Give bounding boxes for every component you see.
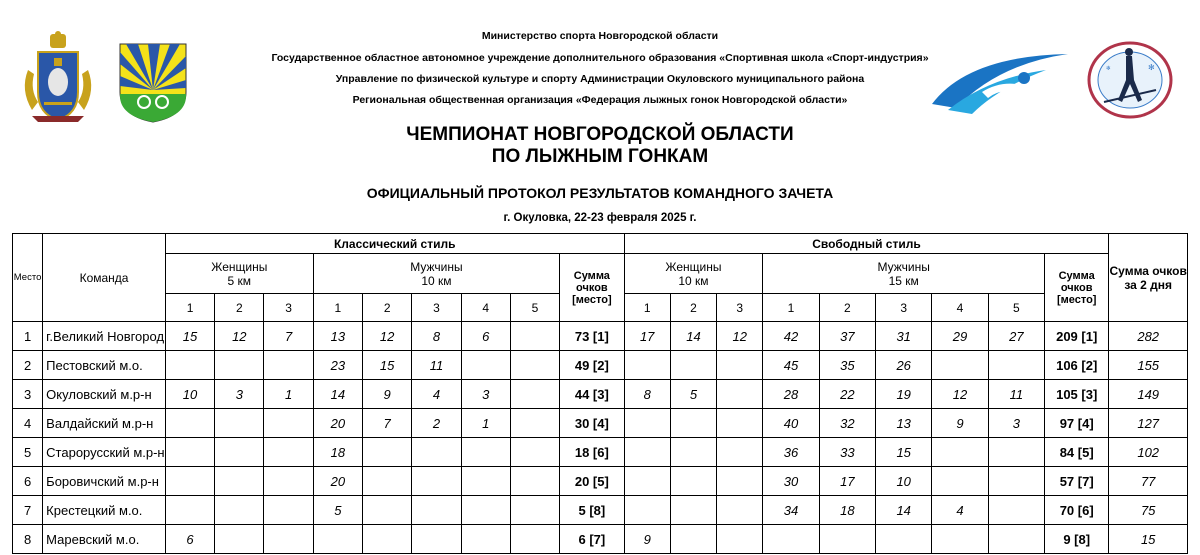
- cell-free-men-5: [988, 467, 1044, 496]
- cell-classic-sum: 49 [2]: [560, 351, 624, 380]
- cell-classic-men-3: [412, 467, 461, 496]
- cell-free-men-5: [988, 438, 1044, 467]
- cell-free-sum: 9 [8]: [1045, 525, 1109, 554]
- cell-free-sum: 106 [2]: [1045, 351, 1109, 380]
- cell-classic-men-5: [510, 496, 559, 525]
- cell-free-men-1: 28: [763, 380, 819, 409]
- cell-classic-men-1: 20: [313, 467, 362, 496]
- org-line-ministry: Министерство спорта Новгородской области: [481, 30, 719, 42]
- cell-free-men-3: 19: [876, 380, 932, 409]
- cell-free-women-3: 12: [717, 322, 763, 351]
- cell-free-women-3: [717, 525, 763, 554]
- cell-free-women-1: [624, 467, 670, 496]
- cell-total: 77: [1109, 467, 1188, 496]
- women-free-distance: 10 км: [678, 273, 709, 288]
- cell-free-men-1: 30: [763, 467, 819, 496]
- sub-header-cw-2: 2: [215, 294, 264, 322]
- cell-classic-women-1: [165, 351, 214, 380]
- cell-classic-sum: 20 [5]: [560, 467, 624, 496]
- table-row: [13, 467, 1188, 496]
- women-classic-label: Женщины: [211, 259, 268, 274]
- cell-total: 149: [1109, 380, 1188, 409]
- total-header-line1: Сумма очков: [1109, 263, 1187, 278]
- men-classic-distance: 10 км: [421, 273, 452, 288]
- cell-free-men-5: [988, 496, 1044, 525]
- cell-classic-men-3: [412, 438, 461, 467]
- cell-classic-women-1: [165, 496, 214, 525]
- table-row: [13, 380, 1188, 409]
- cell-classic-men-3: 4: [412, 380, 461, 409]
- cell-classic-women-2: [215, 438, 264, 467]
- cell-free-men-1: 36: [763, 438, 819, 467]
- cell-classic-men-4: 6: [461, 322, 510, 351]
- women-free-label: Женщины: [665, 259, 722, 274]
- cell-classic-men-2: [363, 438, 412, 467]
- cell-free-men-4: [932, 438, 988, 467]
- cell-total: 282: [1109, 322, 1188, 351]
- cell-classic-women-3: [264, 409, 313, 438]
- cell-classic-men-2: 15: [363, 351, 412, 380]
- cell-classic-women-1: [165, 409, 214, 438]
- cell-classic-women-2: [215, 496, 264, 525]
- cell-classic-men-4: [461, 496, 510, 525]
- results-table: [12, 233, 1188, 554]
- women-free-header: [624, 254, 763, 294]
- cell-free-sum: 84 [5]: [1045, 438, 1109, 467]
- cell-free-men-3: 13: [876, 409, 932, 438]
- sub-header-cw-3: 3: [264, 294, 313, 322]
- free-sum-line1: Сумма: [1058, 269, 1095, 282]
- cell-classic-women-1: 10: [165, 380, 214, 409]
- cell-classic-women-3: [264, 351, 313, 380]
- cell-free-men-5: [988, 525, 1044, 554]
- cell-free-women-1: [624, 496, 670, 525]
- cell-classic-men-5: [510, 351, 559, 380]
- cell-free-women-2: [670, 467, 716, 496]
- row-place: 7: [13, 496, 43, 525]
- sub-header-fm-4: 4: [932, 294, 988, 322]
- table-row: [13, 438, 1188, 467]
- cell-free-women-1: [624, 409, 670, 438]
- cell-classic-sum: 5 [8]: [560, 496, 624, 525]
- col-place-header: Место: [13, 234, 43, 322]
- men-free-distance: 15 км: [888, 273, 919, 288]
- cell-free-men-1: 42: [763, 322, 819, 351]
- men-free-label: Мужчины: [877, 259, 930, 274]
- table-row: [13, 409, 1188, 438]
- total-two-days-header: [1109, 234, 1188, 322]
- cell-total: 155: [1109, 351, 1188, 380]
- table-row: [13, 525, 1188, 554]
- cell-free-men-5: 3: [988, 409, 1044, 438]
- cell-free-women-2: [670, 496, 716, 525]
- cell-free-men-5: 11: [988, 380, 1044, 409]
- novgorod-coat-of-arms-icon: [14, 30, 102, 126]
- total-header-line2: за 2 дня: [1124, 277, 1173, 292]
- cell-total: 127: [1109, 409, 1188, 438]
- cell-classic-men-1: 18: [313, 438, 362, 467]
- cell-classic-sum: 44 [3]: [560, 380, 624, 409]
- cell-classic-women-3: 1: [264, 380, 313, 409]
- table-row: [13, 322, 1188, 351]
- cell-classic-men-4: 3: [461, 380, 510, 409]
- cell-classic-women-1: [165, 438, 214, 467]
- cell-classic-men-4: [461, 467, 510, 496]
- cell-classic-men-5: [510, 525, 559, 554]
- cell-free-men-1: [763, 525, 819, 554]
- cell-classic-men-3: 2: [412, 409, 461, 438]
- cell-classic-women-1: [165, 467, 214, 496]
- sub-header-fm-2: 2: [819, 294, 875, 322]
- men-classic-header: [313, 254, 559, 294]
- free-sum-header: [1045, 254, 1109, 322]
- cell-free-women-2: [670, 438, 716, 467]
- cell-classic-men-5: [510, 467, 559, 496]
- svg-text:✻: ✻: [1148, 63, 1155, 72]
- cell-free-men-5: 27: [988, 322, 1044, 351]
- cell-free-women-3: [717, 409, 763, 438]
- cell-free-men-3: 14: [876, 496, 932, 525]
- org-line-school: Государственное областное автономное учреждение дополнительного образования «Спортивная школа «Спорт-индустрия»: [271, 52, 929, 64]
- cell-free-women-2: [670, 525, 716, 554]
- protocol-title: ОФИЦИАЛЬНЫЙ ПРОТОКОЛ РЕЗУЛЬТАТОВ КОМАНДНОГО ЗАЧЕТА: [366, 185, 834, 201]
- cell-free-women-2: [670, 409, 716, 438]
- cell-classic-men-2: [363, 467, 412, 496]
- sub-header-cm-4: 4: [461, 294, 510, 322]
- row-place: 3: [13, 380, 43, 409]
- cell-free-women-2: 5: [670, 380, 716, 409]
- title-line-1: ЧЕМПИОНАТ НОВГОРОДСКОЙ ОБЛАСТИ: [406, 124, 794, 145]
- cell-free-men-3: 15: [876, 438, 932, 467]
- row-team: Окуловский м.р-н: [43, 380, 166, 409]
- cell-free-men-1: 34: [763, 496, 819, 525]
- cell-total: 102: [1109, 438, 1188, 467]
- cell-free-sum: 70 [6]: [1045, 496, 1109, 525]
- sub-header-fm-3: 3: [876, 294, 932, 322]
- cell-classic-men-3: [412, 496, 461, 525]
- cell-classic-women-2: 12: [215, 322, 264, 351]
- cell-free-women-1: 17: [624, 322, 670, 351]
- cell-free-men-3: 10: [876, 467, 932, 496]
- sub-header-fw-1: 1: [624, 294, 670, 322]
- cell-classic-men-4: 1: [461, 409, 510, 438]
- cell-free-men-2: 22: [819, 380, 875, 409]
- okulovka-coat-of-arms-icon: [118, 42, 188, 124]
- cell-classic-men-1: 5: [313, 496, 362, 525]
- row-place: 6: [13, 467, 43, 496]
- classic-sum-line3: [место]: [572, 293, 612, 306]
- cell-free-women-3: [717, 351, 763, 380]
- cell-classic-men-3: 8: [412, 322, 461, 351]
- cell-classic-men-1: 23: [313, 351, 362, 380]
- cell-free-sum: 209 [1]: [1045, 322, 1109, 351]
- cell-classic-men-2: 12: [363, 322, 412, 351]
- cell-free-men-4: [932, 525, 988, 554]
- cell-classic-women-3: [264, 525, 313, 554]
- cell-free-women-2: [670, 351, 716, 380]
- cell-free-men-4: [932, 351, 988, 380]
- sub-header-cm-1: 1: [313, 294, 362, 322]
- sub-header-fw-2: 2: [670, 294, 716, 322]
- row-team: Валдайский м.р-н: [43, 409, 166, 438]
- cell-classic-sum: 6 [7]: [560, 525, 624, 554]
- cell-free-men-2: 33: [819, 438, 875, 467]
- cell-classic-sum: 18 [6]: [560, 438, 624, 467]
- cell-free-women-1: [624, 351, 670, 380]
- title-line-2: ПО ЛЫЖНЫМ ГОНКАМ: [491, 146, 709, 167]
- cell-free-sum: 105 [3]: [1045, 380, 1109, 409]
- classic-sum-header: [560, 254, 624, 322]
- sub-header-cm-5: 5: [510, 294, 559, 322]
- cell-classic-women-3: 7: [264, 322, 313, 351]
- cell-free-men-4: 29: [932, 322, 988, 351]
- cell-free-men-4: [932, 467, 988, 496]
- cell-classic-women-2: [215, 525, 264, 554]
- cell-classic-women-3: [264, 467, 313, 496]
- sub-header-cm-2: 2: [363, 294, 412, 322]
- cell-classic-men-3: 11: [412, 351, 461, 380]
- cell-classic-men-2: 7: [363, 409, 412, 438]
- cell-classic-men-4: [461, 525, 510, 554]
- free-sum-line3: [место]: [1056, 293, 1097, 306]
- men-classic-label: Мужчины: [410, 259, 463, 274]
- cell-free-men-2: 18: [819, 496, 875, 525]
- row-place: 4: [13, 409, 43, 438]
- cell-classic-women-3: [264, 496, 313, 525]
- cell-free-men-3: [876, 525, 932, 554]
- cell-free-men-3: 31: [876, 322, 932, 351]
- classic-sum-line2: очков: [576, 281, 608, 294]
- sub-header-cw-1: 1: [165, 294, 214, 322]
- cell-classic-women-2: [215, 409, 264, 438]
- free-sum-line2: очков: [1060, 281, 1093, 294]
- cell-classic-sum: 73 [1]: [560, 322, 624, 351]
- cell-free-sum: 57 [7]: [1045, 467, 1109, 496]
- cell-free-women-1: [624, 438, 670, 467]
- cell-classic-men-5: [510, 438, 559, 467]
- cell-classic-women-1: 15: [165, 322, 214, 351]
- cell-total: 75: [1109, 496, 1188, 525]
- cell-free-women-3: [717, 467, 763, 496]
- org-line-federation: Региональная общественная организация «Федерация лыжных гонок Новгородской области»: [352, 94, 848, 106]
- women-classic-header: [165, 254, 313, 294]
- men-free-header: [763, 254, 1045, 294]
- cell-classic-sum: 30 [4]: [560, 409, 624, 438]
- row-team: Пестовский м.о.: [43, 351, 166, 380]
- cell-classic-women-1: 6: [165, 525, 214, 554]
- cell-free-men-4: 9: [932, 409, 988, 438]
- cell-classic-men-1: 13: [313, 322, 362, 351]
- cell-classic-men-4: [461, 351, 510, 380]
- cell-classic-men-2: [363, 496, 412, 525]
- page-title: [300, 124, 900, 168]
- row-place: 5: [13, 438, 43, 467]
- col-team-header: Команда: [43, 234, 166, 322]
- cell-classic-men-1: 20: [313, 409, 362, 438]
- cell-free-men-3: 26: [876, 351, 932, 380]
- row-team: Старорусский м.р-н: [43, 438, 166, 467]
- place-date: г. Окуловка, 22-23 февраля 2025 г.: [503, 212, 697, 224]
- cell-classic-men-2: 9: [363, 380, 412, 409]
- sub-header-fm-5: 5: [988, 294, 1044, 322]
- women-classic-distance: 5 км: [227, 273, 252, 288]
- free-style-header: Свободный стиль: [624, 234, 1109, 254]
- cell-free-men-2: 17: [819, 467, 875, 496]
- svg-text:❄: ❄: [1106, 65, 1112, 72]
- row-team: Маревский м.о.: [43, 525, 166, 554]
- row-team: Боровичский м.р-н: [43, 467, 166, 496]
- cell-free-men-4: 12: [932, 380, 988, 409]
- cell-classic-men-1: 14: [313, 380, 362, 409]
- cell-free-men-1: 45: [763, 351, 819, 380]
- cell-free-women-1: 8: [624, 380, 670, 409]
- row-team: г.Великий Новгород: [43, 322, 166, 351]
- cell-classic-men-5: [510, 322, 559, 351]
- cell-classic-women-2: [215, 467, 264, 496]
- cell-classic-men-1: [313, 525, 362, 554]
- cell-classic-men-5: [510, 380, 559, 409]
- cell-classic-men-4: [461, 438, 510, 467]
- cell-classic-men-3: [412, 525, 461, 554]
- row-place: 8: [13, 525, 43, 554]
- cell-free-women-3: [717, 496, 763, 525]
- cell-classic-women-3: [264, 438, 313, 467]
- cell-free-men-2: 32: [819, 409, 875, 438]
- sport-industry-logo-icon: [928, 48, 1073, 118]
- cell-free-sum: 97 [4]: [1045, 409, 1109, 438]
- row-place: 2: [13, 351, 43, 380]
- cell-free-women-1: 9: [624, 525, 670, 554]
- table-row: [13, 351, 1188, 380]
- sub-header-cm-3: 3: [412, 294, 461, 322]
- cell-free-men-2: 37: [819, 322, 875, 351]
- cell-free-men-1: 40: [763, 409, 819, 438]
- cell-classic-women-2: 3: [215, 380, 264, 409]
- cell-classic-men-2: [363, 525, 412, 554]
- ski-federation-logo-icon: [1086, 40, 1174, 120]
- cell-free-men-5: [988, 351, 1044, 380]
- cell-free-men-2: [819, 525, 875, 554]
- row-place: 1: [13, 322, 43, 351]
- cell-free-women-3: [717, 380, 763, 409]
- cell-free-women-2: 14: [670, 322, 716, 351]
- cell-free-men-2: 35: [819, 351, 875, 380]
- cell-free-men-4: 4: [932, 496, 988, 525]
- classic-sum-line1: Сумма: [573, 269, 610, 282]
- cell-classic-men-5: [510, 409, 559, 438]
- sub-header-fw-3: 3: [717, 294, 763, 322]
- sub-header-fm-1: 1: [763, 294, 819, 322]
- table-row: [13, 496, 1188, 525]
- cell-total: 15: [1109, 525, 1188, 554]
- cell-free-women-3: [717, 438, 763, 467]
- cell-classic-women-2: [215, 351, 264, 380]
- org-line-administration: Управление по физической культуре и спорту Администрации Окуловского муниципального района: [335, 73, 865, 85]
- classic-style-header: Классический стиль: [165, 234, 624, 254]
- row-team: Крестецкий м.о.: [43, 496, 166, 525]
